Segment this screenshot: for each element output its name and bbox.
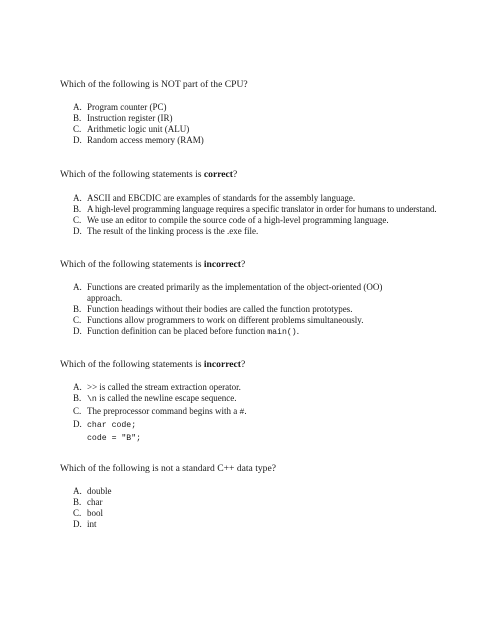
option-letter: A. <box>73 282 82 292</box>
option-letter: D. <box>73 518 82 529</box>
option-letter: A. <box>73 193 82 203</box>
option-letter: C. <box>73 405 82 416</box>
question-4-options <box>73 382 247 445</box>
option-letter: D. <box>73 134 82 145</box>
question-2-stem <box>60 169 237 181</box>
option-text: Random access memory (RAM) <box>87 134 204 145</box>
question-4-option-c <box>73 406 247 419</box>
question-2-options <box>73 193 437 237</box>
stem-emphasis: correct <box>203 169 233 180</box>
option-letter: D. <box>73 418 82 429</box>
question-3-option-d <box>73 326 417 339</box>
question-3-stem <box>60 259 245 271</box>
question-2-option-c <box>73 215 437 226</box>
option-text: Function headings without their bodies are called the function prototypes. <box>87 303 353 314</box>
option-text: >> is called the stream extraction operator. <box>87 382 241 392</box>
option-text: Arithmetic logic unit (ALU) <box>87 123 190 134</box>
option-text: A high-level programming language requires a specific translator in order for humans to understand. <box>87 203 437 214</box>
option-text: is called the newline escape sequence. <box>96 392 237 403</box>
question-1-option-d <box>73 135 204 146</box>
question-1-options <box>73 102 204 146</box>
code-line-1: char code; <box>87 420 137 430</box>
question-5-option-c <box>73 508 112 519</box>
question-2-option-b <box>73 204 437 215</box>
stem-punct: ? <box>241 259 246 270</box>
option-text: Instruction register (IR) <box>87 112 173 123</box>
option-text: Program counter (PC) <box>87 102 167 112</box>
question-2-option-a <box>73 193 437 204</box>
question-5-stem: Which of the following is not a standard C++ data type? <box>60 463 276 474</box>
code-line-2: code = "B"; <box>87 433 142 443</box>
option-letter: B. <box>73 303 82 314</box>
option-text: The result of the linking process is the .exe file. <box>87 225 259 236</box>
option-letter: B. <box>73 392 82 403</box>
question-3-option-b <box>73 304 417 315</box>
question-1-option-b <box>73 113 204 124</box>
option-text: The preprocessor command begins with a <box>87 405 240 416</box>
question-4-stem <box>60 359 245 371</box>
stem-punct: ? <box>233 169 238 180</box>
stem-emphasis: incorrect <box>203 259 242 270</box>
stem-text: Which of the following statements is <box>60 359 204 370</box>
stem-emphasis: incorrect <box>203 359 242 370</box>
stem-punct: ? <box>241 359 246 370</box>
option-letter: B. <box>73 496 82 507</box>
option-text: char <box>87 496 103 507</box>
stem-text: Which of the following statements is <box>60 259 204 270</box>
question-3-option-c <box>73 315 417 326</box>
inline-code: \n <box>87 394 97 404</box>
option-text: int <box>87 518 97 529</box>
option-letter: B. <box>73 112 82 123</box>
option-text: Function definition can be placed before function <box>87 325 268 336</box>
question-5-options <box>73 486 112 530</box>
question-1-option-c <box>73 124 204 135</box>
option-letter: A. <box>73 382 82 392</box>
option-letter: A. <box>73 486 82 496</box>
option-letter: A. <box>73 102 82 112</box>
option-letter: C. <box>73 214 82 225</box>
option-text: Functions are created primarily as the implementation of the object-oriented (OO) approach. <box>87 282 383 303</box>
option-letter: C. <box>73 123 82 134</box>
question-3-option-a <box>73 282 417 304</box>
question-2-option-d <box>73 226 437 237</box>
option-text: bool <box>87 507 104 518</box>
option-letter: C. <box>73 314 82 325</box>
question-3-options <box>73 282 417 339</box>
option-letter: C. <box>73 507 82 518</box>
option-text: Functions allow programmers to work on different problems simultaneously. <box>87 314 364 325</box>
question-5-option-d <box>73 519 112 530</box>
question-5-option-b <box>73 497 112 508</box>
question-4-option-b <box>73 393 247 406</box>
option-letter: D. <box>73 325 82 336</box>
question-1-option-a <box>73 102 204 113</box>
option-text: We use an editor to compile the source code of a high-level programming language. <box>87 214 389 225</box>
question-5-option-a <box>73 486 112 497</box>
option-text: double <box>87 486 112 496</box>
stem-text: Which of the following statements is <box>60 169 204 180</box>
option-text: ASCII and EBCDIC are examples of standards for the assembly language. <box>87 193 356 203</box>
option-text-end: . <box>244 405 247 416</box>
inline-code: # <box>239 407 245 417</box>
option-text-end: . <box>296 325 299 336</box>
question-1-stem: Which of the following is NOT part of the CPU? <box>60 79 248 90</box>
option-letter: B. <box>73 203 82 214</box>
option-letter: D. <box>73 225 82 236</box>
question-4-option-d <box>73 419 247 445</box>
inline-code: main() <box>267 327 297 337</box>
question-4-option-a <box>73 382 247 393</box>
